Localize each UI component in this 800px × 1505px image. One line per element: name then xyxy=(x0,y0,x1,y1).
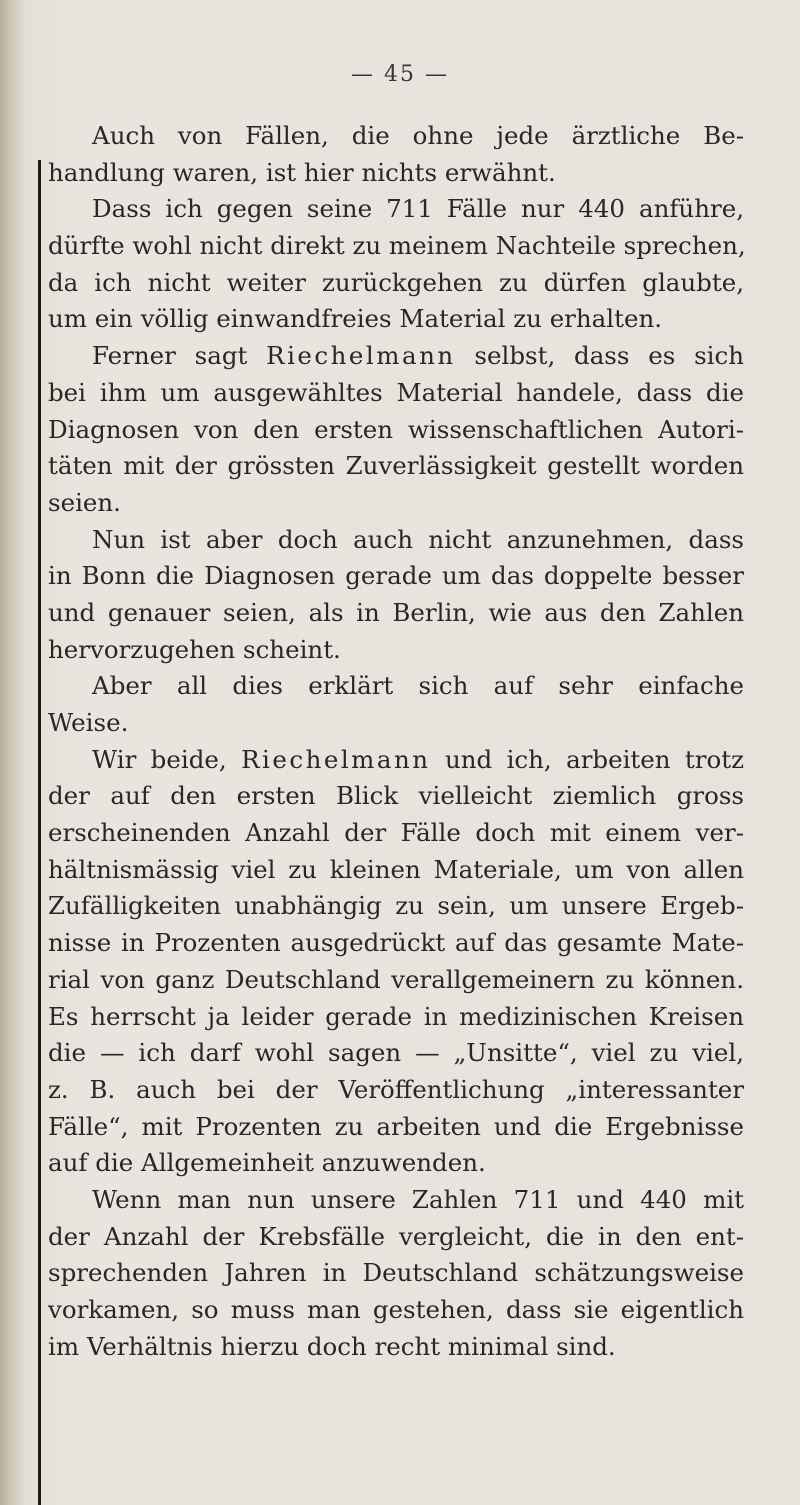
text-line: Weise. xyxy=(48,708,129,737)
text-line: Dass ich gegen seine 711 Fälle nur 440 anführe, xyxy=(92,194,744,224)
text-line: da ich nicht weiter zurückgehen zu dürfen glaubte, xyxy=(48,267,744,297)
text-line: vorkamen, so muss man gestehen, dass sie eigentlich xyxy=(48,1295,744,1324)
text-line: die — ich darf wohl sagen — „Unsitte“, viel zu viel, xyxy=(48,1038,744,1068)
text-line: um ein völlig einwandfreies Material zu erhalten. xyxy=(48,304,663,334)
text-line: der Anzahl der Krebsfälle vergleicht, die in den ent- xyxy=(48,1221,744,1251)
text-line: der auf den ersten Blick vielleicht ziemlich gross xyxy=(48,781,744,811)
margin-rule xyxy=(38,160,41,1505)
text-line: auf die Allgemeinheit anzuwenden. xyxy=(48,1148,486,1178)
text-line: im Verhältnis hierzu doch recht minimal sind. xyxy=(48,1331,616,1361)
text-line: hältnismässig viel zu kleinen Materiale, um von allen xyxy=(48,854,744,884)
binding-edge xyxy=(0,0,24,1505)
text-line: hervorzugehen scheint. xyxy=(48,634,341,664)
text-line: in Bonn die Diagnosen gerade um das doppelte besser xyxy=(48,561,744,591)
text-line: Fälle“, mit Prozenten zu arbeiten und die Ergebnisse xyxy=(48,1111,744,1141)
text-line: rial von ganz Deutschland verallgemeinern zu können. xyxy=(48,964,744,994)
text-line: z. B. auch bei der Veröffentlichung „interessanter xyxy=(48,1074,744,1104)
text-line: bei ihm um ausgewähltes Material handele, dass die xyxy=(48,377,744,407)
text-line: Zufälligkeiten unabhängig zu sein, um unsere Ergeb- xyxy=(48,891,744,921)
text-line: Auch von Fällen, die ohne jede ärztliche Be- xyxy=(92,121,744,150)
text-line: Wir beide, Riechelmann und ich, arbeiten trotz xyxy=(92,744,744,774)
text-line: dürfte wohl nicht direkt zu meinem Nachteile sprechen, xyxy=(48,231,746,261)
text-line: Wenn man nun unsere Zahlen 711 und 440 mit xyxy=(92,1184,744,1214)
body-text xyxy=(48,118,744,1365)
page-number: — 45 — xyxy=(351,62,449,87)
text-line: Nun ist aber doch auch nicht anzunehmen, dass xyxy=(92,524,744,554)
text-line: erscheinenden Anzahl der Fälle doch mit einem ver- xyxy=(48,818,744,848)
emphasized-name: Riechelmann xyxy=(266,341,456,371)
text-line: nisse in Prozenten ausgedrückt auf das gesamte Mate- xyxy=(48,928,744,958)
text-line: Diagnosen von den ersten wissenschaftlichen Autori- xyxy=(48,414,744,444)
text-line: Es herrscht ja leider gerade in medizinischen Kreisen xyxy=(48,1001,744,1031)
emphasized-name: Riechelmann xyxy=(241,744,431,774)
text-line: sprechenden Jahren in Deutschland schätzungsweise xyxy=(48,1258,744,1288)
text-line: und genauer seien, als in Berlin, wie aus den Zahlen xyxy=(48,597,744,627)
text-line: Ferner sagt Riechelmann selbst, dass es sich xyxy=(92,341,744,371)
text-line: handlung waren, ist hier nichts erwähnt. xyxy=(48,157,556,187)
text-line: täten mit der grössten Zuverlässigkeit gestellt worden xyxy=(48,451,744,481)
text-line: Aber all dies erklärt sich auf sehr einfache xyxy=(92,671,744,701)
text-line: seien. xyxy=(48,487,121,517)
